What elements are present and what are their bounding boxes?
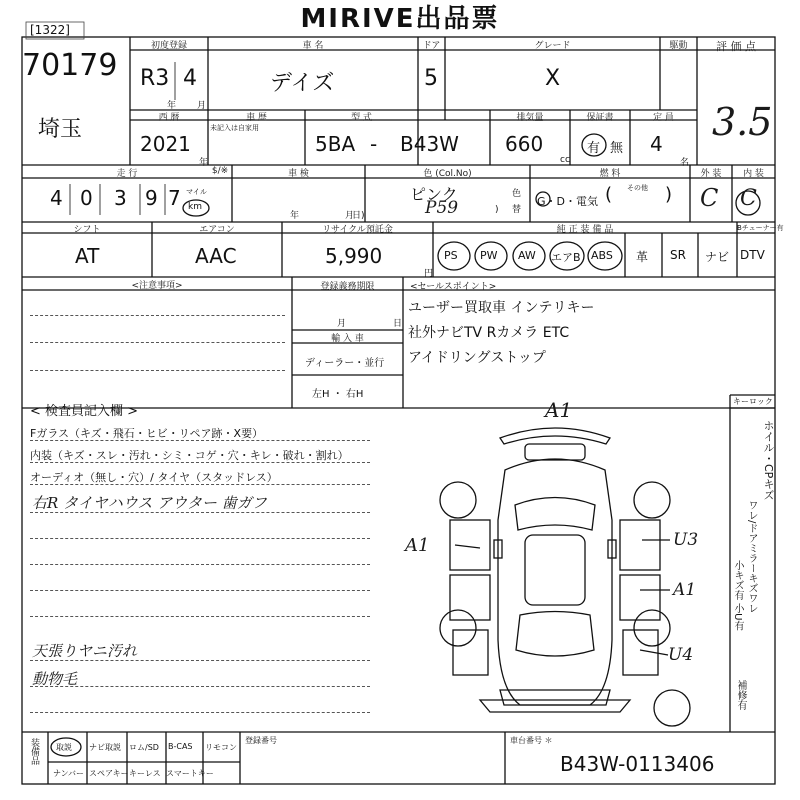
header-warranty: 保証書 <box>586 113 614 123</box>
fuel-options: G・D・電気 <box>537 195 598 208</box>
month-unit-label: 月 <box>197 101 207 111</box>
header-score: 評 価 点 <box>716 40 756 53</box>
inspector-line <box>30 712 370 713</box>
western-year: 2021 <box>140 132 191 156</box>
equip-dtv: DTV <box>740 248 765 262</box>
history-note: 未記入は自家用 <box>210 124 259 132</box>
handwritten-note-2: 天張りヤニ汚れ <box>32 642 138 660</box>
inspector-glass: Fガラス（キズ・飛石・ヒビ・リペア跡・X要） <box>30 427 264 440</box>
side-text-scratch: 小キズ有 小U有 <box>732 560 743 631</box>
yen-unit: 円 <box>424 269 434 279</box>
acc-smart-key: スマートキー <box>166 769 214 778</box>
doors-value: 5 <box>424 66 438 91</box>
car-diagram <box>440 428 690 726</box>
mileage-digit: 3 <box>114 186 127 210</box>
header-history: 車 歴 <box>246 113 267 123</box>
header-inspector: < 検査員記入欄 > <box>30 404 139 419</box>
inspector-line <box>30 616 370 617</box>
model-code: B43W <box>400 132 459 156</box>
header-chassis-number: 車台番号 ＊ <box>510 736 553 745</box>
reg-deadline-day: 日 <box>393 319 403 329</box>
inspector-interior: 内装（キズ・スレ・汚れ・シミ・コゲ・穴・キレ・破れ・割れ） <box>30 449 349 462</box>
mark-right2: A1 <box>673 580 697 600</box>
mark-top: A1 <box>545 398 573 422</box>
header-key-lock: キーロック <box>733 397 773 406</box>
sales-point-2: 社外ナビTV Rカメラ ETC <box>408 325 570 341</box>
recycle-fee: 5,990 <box>325 244 383 268</box>
note-line <box>30 342 285 343</box>
inspector-line <box>30 686 370 687</box>
mileage-digit: 4 <box>50 186 63 210</box>
mileage-digit: 7 <box>168 186 181 210</box>
reg-deadline-month: 月 <box>337 319 347 329</box>
car-name: デイズ <box>270 71 335 96</box>
color-label: 色 <box>512 189 522 199</box>
side-text-mirror: ワレ/ドアミラーキズワレ <box>746 500 757 614</box>
mileage-digit: 0 <box>80 186 93 210</box>
acc-number-plate: ナンバー <box>53 769 85 778</box>
acc-bcas: B-CAS <box>168 742 193 751</box>
side-text-wheel: ホイル・CPキズ <box>762 420 775 501</box>
warranty-no: 無 <box>610 141 624 156</box>
header-inspection: 車 検 <box>288 169 309 179</box>
acc-keyless: キーレス <box>129 769 161 778</box>
handwritten-note-3: 動物毛 <box>32 670 78 688</box>
note-line <box>30 315 285 316</box>
inspection-month: 月 <box>345 211 355 221</box>
equip-leather: 革 <box>636 250 649 264</box>
km-unit: km <box>188 202 202 212</box>
import-dealer: ディーラー・並行 <box>305 358 385 369</box>
inspection-suffix: 日) <box>352 211 365 221</box>
header-color: 色 (Col.No) <box>423 169 472 179</box>
first-reg-month: 4 <box>183 66 197 91</box>
capacity-value: 4 <box>650 132 663 156</box>
equip-ps: PS <box>444 249 458 262</box>
exterior-grade: C <box>700 184 719 212</box>
header-import: 輸 入 車 <box>331 334 364 344</box>
color-name: ピンク <box>410 185 458 204</box>
handwritten-note-1: 右R タイヤハウス アウター 歯ガフ <box>32 494 267 512</box>
fuel-other: その他 <box>627 184 648 192</box>
header-grade: グレード <box>534 41 571 51</box>
header-shift: シフト <box>73 225 101 235</box>
header-equipment: 純 正 装 備 品 <box>556 225 614 235</box>
first-reg-era: R3 <box>140 66 170 91</box>
header-first-reg: 初度登録 <box>150 41 187 51</box>
header-interior: 内 装 <box>743 169 764 179</box>
displacement-value: 660 <box>505 132 544 156</box>
header-drive: 駆動 <box>669 41 688 51</box>
sales-point-1: ユーザー買取車 インテリキー <box>408 300 595 316</box>
import-handle: 左H ・ 右H <box>312 389 364 400</box>
header-sales-point: <セールスポイント> <box>410 282 497 292</box>
capacity-unit: 名 <box>680 158 690 168</box>
inspector-line <box>30 538 370 539</box>
equip-abs: ABS <box>591 249 613 262</box>
western-year-unit: 年 <box>199 158 209 168</box>
inspector-line <box>30 590 370 591</box>
inspector-line <box>30 484 370 485</box>
shift-value: AT <box>75 244 100 268</box>
header-car-name: 車 名 <box>302 41 324 51</box>
replace-label: 替 <box>512 205 522 215</box>
dollar-label: $/※ <box>211 166 229 176</box>
prefecture: 埼玉 <box>38 117 83 142</box>
fuel-close-paren: ) <box>665 184 673 205</box>
acc-rom-sd: ロム/SD <box>129 743 159 752</box>
header-tuner: Bチューナー有 <box>737 224 784 232</box>
interior-grade: C <box>740 186 757 211</box>
color-paren: ) <box>495 205 499 215</box>
aircon-value: AAC <box>195 244 237 268</box>
equip-navi: ナビ <box>705 250 730 264</box>
inspector-audio: オーディオ（無し・穴）/ タイヤ（スタッドレス） <box>30 471 278 484</box>
inspector-line <box>30 564 370 565</box>
header-reg-number: 登録番号 <box>245 736 277 745</box>
lot-number: 70179 <box>22 48 118 83</box>
mark-left: A1 <box>405 535 430 556</box>
header-exterior: 外 装 <box>700 169 722 179</box>
header-aircon: エアコン <box>199 225 235 235</box>
year-unit-label: 年 <box>167 101 177 111</box>
form-title: MIRIVE出品票 <box>300 4 500 34</box>
equip-sr: SR <box>670 248 686 262</box>
header-notes: <注意事項> <box>131 281 183 291</box>
color-code: P59 <box>425 198 459 218</box>
score-value: 3.5 <box>712 100 773 144</box>
header-model: 型 式 <box>351 113 372 123</box>
model-sep: - <box>370 132 378 156</box>
fuel-open-paren: ( <box>605 184 613 205</box>
sales-point-3: アイドリングストップ <box>408 350 546 366</box>
header-western: 西 暦 <box>158 113 180 123</box>
inspector-line <box>30 462 370 463</box>
note-line <box>30 370 285 371</box>
mileage-digit: 9 <box>145 186 158 210</box>
side-text-repair: 補修有 <box>735 680 746 710</box>
chassis-number: B43W-0113406 <box>560 752 715 776</box>
header-reg-deadline: 登録義務期限 <box>320 282 375 292</box>
inspector-line <box>30 440 370 441</box>
inspection-year: 年 <box>290 211 300 221</box>
equip-airbag: エアB <box>551 251 581 264</box>
lot-box: [1322] <box>30 23 70 37</box>
model-prefix: 5BA <box>315 132 356 156</box>
acc-navi-manual: ナビ取説 <box>89 743 121 752</box>
mark-right3: U4 <box>668 645 694 665</box>
header-doors: ドア <box>422 41 441 51</box>
header-recycle: リサイクル預託金 <box>322 225 393 235</box>
acc-manual: 取説 <box>56 743 72 752</box>
warranty-yes: 有 <box>587 141 601 156</box>
header-capacity: 定 員 <box>653 113 674 123</box>
equip-aw: AW <box>518 249 536 262</box>
acc-spare-key: スペアキー <box>89 769 129 778</box>
mile-unit: マイル <box>186 188 207 196</box>
equip-label: 装備品 <box>29 738 39 765</box>
header-fuel: 燃 料 <box>599 169 621 179</box>
acc-remote: リモコン <box>205 743 237 752</box>
mark-right1: U3 <box>673 530 699 550</box>
grade-value: X <box>545 66 561 91</box>
cc-unit: cc <box>560 155 570 165</box>
header-mileage: 走 行 <box>116 169 138 179</box>
equip-pw: PW <box>480 249 498 262</box>
header-displacement: 排気量 <box>516 113 544 123</box>
